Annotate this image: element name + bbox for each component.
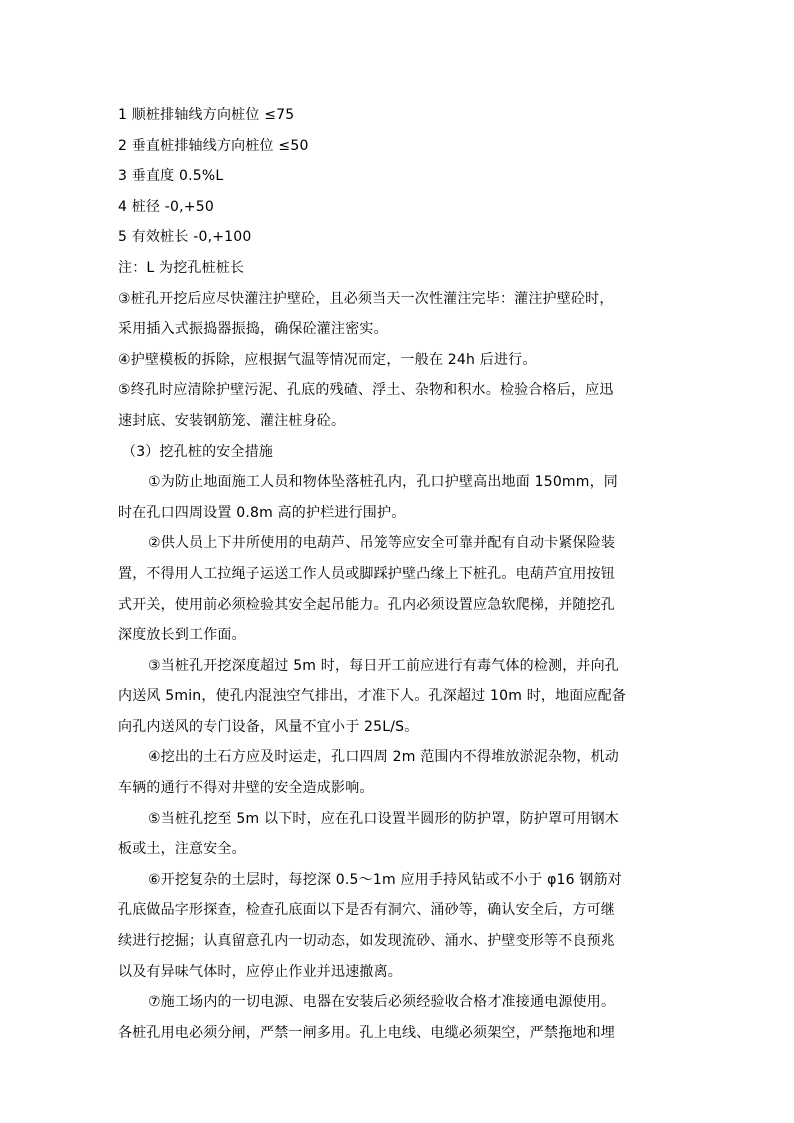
text-line: 速封底、安装钢筋笼、灌注桩身砼。 [118,412,346,429]
document-page [118,100,678,1048]
text-line: 以及有异味气体时，应停止作业并迅速撤离。 [118,963,402,980]
text-line: 采用插入式振捣器振捣，确保砼灌注密实。 [118,321,388,338]
text-line: ⑤当桩孔挖至 5m 以下时，应在孔口设置半圆形的防护罩，防护罩可用钢木 [148,810,619,827]
text-line: 时在孔口四周设置 0.8m 高的护栏进行围护。 [118,504,406,521]
section-heading: （3）挖孔桩的安全措施 [122,443,274,460]
note-line: 注：L 为挖孔桩桩长 [118,259,245,276]
text-line: ①为防止地面施工人员和物体坠落桩孔内，孔口护壁高出地面 150mm，同 [148,474,618,491]
text-line: 5 有效桩长 -0,+100 [118,229,252,246]
text-line: 续进行挖掘；认真留意孔内一切动态，如发现流砂、涌水、护壁变形等不良预兆 [118,933,615,950]
text-line: 置，不得用人工拉绳子运送工作人员或脚踩护壁凸缘上下桩孔。电葫芦宜用按钮 [118,565,615,582]
text-line: 4 桩径 -0,+50 [118,198,214,215]
text-line: ②供人员上下井所使用的电葫芦、吊笼等应安全可靠并配有自动卡紧保险装 [148,535,616,552]
text-line: 孔底做品字形探查，检查孔底面以下是否有洞穴、涌砂等，确认安全后，方可继 [118,902,615,919]
text-line: ④挖出的土石方应及时运走，孔口四周 2m 范围内不得堆放淤泥杂物，机动 [148,749,619,766]
text-line: 车辆的通行不得对井壁的安全造成影响。 [118,780,374,797]
text-line: 3 垂直度 0.5%L [118,168,224,185]
text-line: ⑤终孔时应清除护壁污泥、孔底的残碴、浮土、杂物和积水。检验合格后，应迅 [118,382,614,399]
text-line: 向孔内送风的专门设备，风量不宜小于 25L/S。 [118,718,419,735]
text-line: ④护壁模板的拆除，应根据气温等情况而定，一般在 24h 后进行。 [118,351,537,368]
text-line: ③桩孔开挖后应尽快灌注护壁砼，且必须当天一次性灌注完毕：灌注护壁砼时， [118,290,614,307]
text-line: 深度放长到工作面。 [118,627,246,644]
text-line: ⑦施工场内的一切电源、电器在安装后必须经验收合格才准接通电源使用。 [148,994,616,1011]
text-line: ⑥开挖复杂的土层时，每挖深 0.5～1m 应用手持风钻或不小于 φ16 钢筋对 [148,871,623,888]
text-line: 1 顺桩排轴线方向桩位 ≤75 [118,107,295,123]
text-line: 板或土，注意安全。 [118,841,246,858]
text-line: 式开关，使用前必须检验其安全起吊能力。孔内必须设置应急软爬梯，并随挖孔 [118,596,615,613]
text-line: 2 垂直桩排轴线方向桩位 ≤50 [118,137,309,154]
text-line: 内送风 5min，使孔内混浊空气排出，才准下人。孔深超过 10m 时，地面应配备 [118,688,627,705]
text-line: 各桩孔用电必须分闸，严禁一闸多用。孔上电线、电缆必须架空，严禁拖地和埋 [118,1024,615,1041]
text-line: ③当桩孔开挖深度超过 5m 时，每日开工前应进行有毒气体的检测，并向孔 [148,657,619,674]
